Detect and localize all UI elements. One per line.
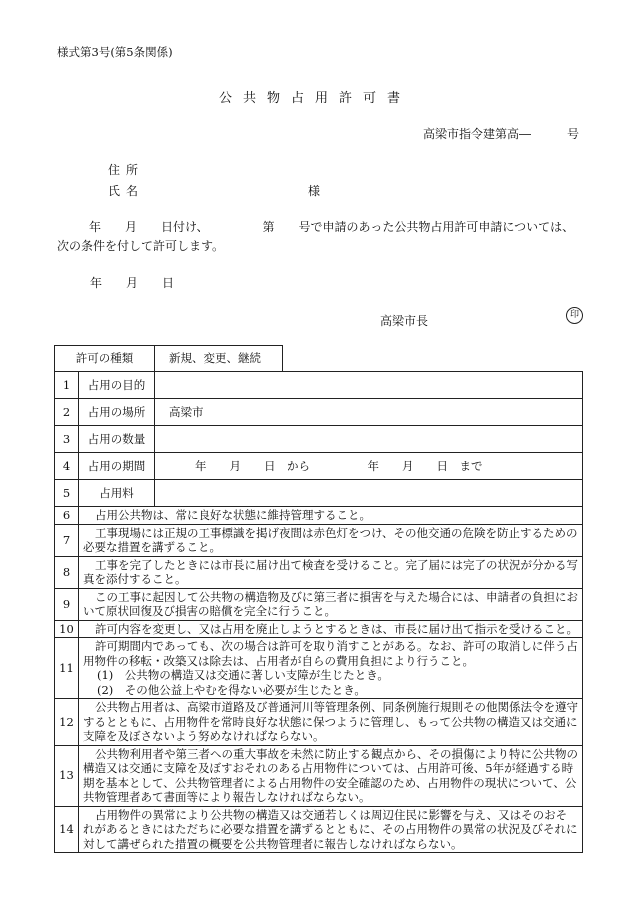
condition-row [55, 556, 583, 588]
condition-line: 許可内容を変更し、又は占用を廃止しようとするときは、市長に届け出て指示を受けること。 [95, 621, 578, 636]
document-title: 公共物占用許可書 [218, 91, 411, 106]
field-row [55, 372, 583, 399]
issuer: 高梁市長 [380, 314, 429, 328]
issue-date: 年 月 日 [90, 276, 175, 290]
condition-text [79, 638, 583, 699]
condition-row [55, 699, 583, 746]
condition-line: 占用物件の異常により公共物の構造又は交通若しくは周辺住民に影響を与え、又はそのおそれがあるときにはただちに必要な措置を講ずるとともに、その占用物件の異常の状況及びそれに対して講ぜられた措置の概要を公共物管理者に報告しなければならない。 [83, 807, 578, 851]
name-row [108, 182, 144, 199]
permit-table [54, 345, 583, 853]
condition-subitem: (2) その他公益上やむを得ない必要が生じたとき。 [97, 682, 366, 697]
row-number: 9 [55, 588, 79, 620]
condition-row [55, 638, 583, 699]
condition-row [55, 745, 583, 806]
condition-text [79, 556, 583, 588]
field-label: 占用の期間 [79, 453, 155, 480]
row-number: 2 [55, 399, 79, 426]
row-number: 8 [55, 556, 79, 588]
row-number: 3 [55, 426, 79, 453]
row-number: 7 [55, 524, 79, 556]
condition-text [79, 588, 583, 620]
condition-text [79, 745, 583, 806]
condition-line: この工事に起因して公共物の構造物及びに第三者に損害を与えた場合には、申請者の負担において原状回復及び損害の賠償を完全に行うこと。 [83, 589, 578, 618]
intro-paragraph: 年 月 日付け、 第 号で申請のあった公共物占用許可申請については、次の条件を付して許可します。 [57, 220, 575, 253]
condition-text [79, 507, 583, 525]
reference-number [423, 125, 580, 142]
reference-office: 高梁市指令建第高― [423, 127, 532, 141]
row-number: 14 [55, 806, 79, 853]
permit-type-value: 新規、変更、継続 [155, 346, 283, 372]
condition-line: 許可期間内であっても、次の場合は許可を取り消すことがある。なお、許可の取消しに伴う占用物件の移転・改築又は除去は、占用者が自らの費用負担により行うこと。 [83, 639, 578, 668]
form-number: 様式第3号(第5条関係) [57, 45, 173, 59]
row-number: 10 [55, 620, 79, 638]
condition-text [79, 524, 583, 556]
row-number: 1 [55, 372, 79, 399]
address-label: 住所 [108, 163, 145, 177]
field-label: 占用の場所 [79, 399, 155, 426]
field-value: 年 月 日 から 年 月 日 まで [155, 453, 583, 480]
condition-subitem: (1) 公共物の構造又は交通に著しい支障が生じたとき。 [97, 668, 389, 682]
field-label: 占用の数量 [79, 426, 155, 453]
field-row [55, 399, 583, 426]
honorific: 様 [308, 184, 321, 198]
condition-line: 公共物占用者は、高梁市道路及び普通河川等管理条例、同条例施行規則その他関係法令を遵守するとともに、占用物件を常時良好な状態に保つように管理し、もって公共物の構造又は交通に支障を及ぼさないよう努めなければならない。 [83, 700, 578, 743]
field-label: 占用料 [79, 480, 155, 507]
field-value [155, 426, 583, 453]
blank-cell [283, 346, 583, 372]
condition-row [55, 524, 583, 556]
condition-text [79, 806, 583, 853]
seal-icon: 印 [566, 307, 583, 324]
permit-type-row [55, 346, 583, 372]
condition-row [55, 620, 583, 638]
field-label: 占用の目的 [79, 372, 155, 399]
condition-line: 公共物利用者や第三者への重大事故を未然に防止する観点から、その損傷により特に公共物の構造又は交通に支障を及ぼすおそれのある占用物件については、占用許可後、5年が経過する時期を基本として、公共物管理者による占用物件の安全確認のため、占用物件の現状について、公共物管理者あて書面等により報告しなければならない。 [83, 746, 578, 804]
condition-line: 工事を完了したときには市長に届け出て検査を受けること。完了届には完了の状況が分かる写真を添付すること。 [83, 557, 578, 586]
reference-suffix: 号 [567, 127, 580, 141]
row-number: 4 [55, 453, 79, 480]
condition-line: 工事現場には正規の工事標識を掲げ夜間は赤色灯をつけ、その他交通の危険を防止するための必要な措置を講ずること。 [83, 525, 578, 554]
row-number: 6 [55, 507, 79, 525]
row-number: 13 [55, 745, 79, 806]
condition-row [55, 806, 583, 853]
field-row [55, 480, 583, 507]
field-row [55, 426, 583, 453]
field-value: 高梁市 [155, 399, 583, 426]
condition-row [55, 507, 583, 525]
row-number: 5 [55, 480, 79, 507]
row-number: 11 [55, 638, 79, 699]
field-value [155, 480, 583, 507]
condition-line: 占用公共物は、常に良好な状態に維持管理すること。 [95, 508, 371, 522]
condition-row [55, 588, 583, 620]
name-label: 氏名 [108, 184, 145, 198]
permit-type-label: 許可の種類 [55, 346, 155, 372]
field-row [55, 453, 583, 480]
field-value [155, 372, 583, 399]
condition-text [79, 699, 583, 746]
row-number: 12 [55, 699, 79, 746]
condition-text [79, 620, 583, 638]
address-row [108, 161, 144, 178]
